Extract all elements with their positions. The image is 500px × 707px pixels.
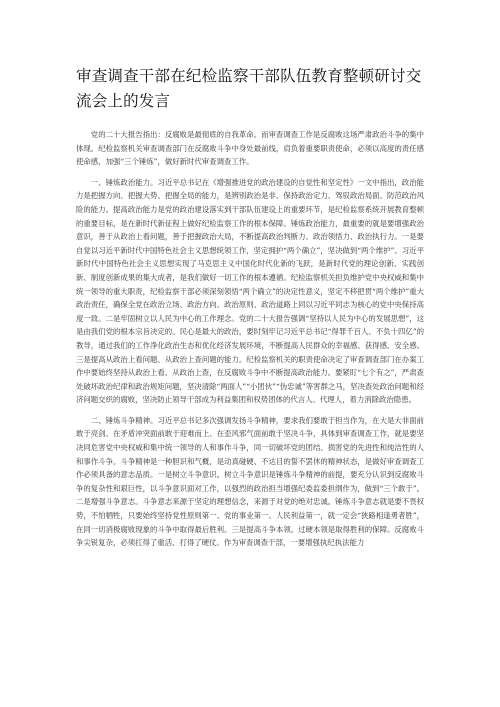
document-title: 审查调查干部在纪检监察干部队伍教育整顿研讨交流会上的发言 <box>76 67 422 110</box>
section-one-paragraph: 一、锤炼政治能力。习近平总书记在《增强推进党的政治建设的自觉性和坚定性》一文中指出，政治能力是把握方向、把握大势、把握全局的能力，是辨别政治是非、保持政治定力、驾驭政治局面、防范政治风险的能力。提高政治能力是党的政治建设落实到干部队伍建设上的重要环节，是纪检监察系统开展教育整顿的重要目标，是在新时代新征程上做好纪检监察工作的根本保障。锤炼政治能力，最重要的就是要增强政治意识，善于从政治上看问题，善于把握政治大局，不断提高政治判断力、政治领悟力、政治执行力。一是要自觉以习近平新时代中国特色社会主义思想统领工作，坚定拥护“两个确立”，坚决做到“两个维护”。习近平新时代中国特色社会主义思想实现了马克思主义中国化时代化新的飞跃，是新时代党的理论创新、实践创新、制度创新成果的集大成者，是我们做好一切工作的根本遵循。纪检监察机关担负维护党中央权威和集中统一领导的重大职责，纪检监察干部必须深刻领悟“两个确立”的决定性意义，坚定不移把贯“两个维护”重大政治责任，确保全党在政治立场、政治方向、政治原则、政治道路上同以习近平同志为核心的党中央保持高度一致。二是牢固树立以人民为中心的工作理念。党的二十大报告强调“坚持以人民为中心的发展思想”，这是由我们党的根本宗旨决定的。民心是最大的政治，要时刻牢记习近平总书记“得罪千百人、不负十四亿”的教导，通过我们的工作净化政治生态和优化经济发展环境，不断提高人民群众的幸福感、获得感、安全感。三是提高从政治上看问题、从政治上查问题的能力。纪检监察机关的职责使命决定了审查调查部门在办案工作中要始终坚持从政治上看、从政治上查，在反腐败斗争中不断提高政治能力。要紧盯“七个有之”，严肃查处破坏政治纪律和政治规矩问题，坚决清除“两面人”“小团伙”“伪忠诚”等害群之马，坚决查处政治问题和经济问题交织的腐败，坚决防止领导干部成为利益集团和权势团体的代言人、代理人，着力消除政治隐患。 <box>76 177 424 405</box>
intro-paragraph: 党的二十大报告指出：反腐败是最彻底的自我革命。而审查调查工作是反腐败这场严肃政治斗争的集中体现。纪检监察机关审查调查部门在反腐败斗争中身处最前线，肩负着重要职责使命，必须以高度的责任感使命感，加强“三个锤炼”，做好新时代审查调查工作。 <box>76 130 424 167</box>
section-two-paragraph: 二、锤炼斗争精神。习近平总书记多次强调发扬斗争精神，要求我们要敢于担当作为，在大是大非面前敢于亮剑、在矛盾冲突面前敢于迎难而上、在歪风邪气面前敢于坚决斗争，具体到审查调查工作，就是要坚决同危害党中央权威和集中统一领导的人和事作斗争，同一切破坏党的团结、损害党的先进性和纯洁性的人和事作斗争。斗争精神是一种胆识和气概，是动真碰硬、不达目的誓不罢休的精神状态，是做好审查调查工作必须具备的意志品质。一是树立斗争意识。树立斗争意识是锤炼斗争精神的前提，要充分认识到反腐败斗争的复杂性和艰巨性，以斗争意识面对工作，以强烈的政治担当增强纪委监委担纲作为，做到“三个敢于”。二是增强斗争意志。斗争意志来源于坚定的理想信念，来源于对党的绝对忠诚。锤炼斗争意志就是要不畏权势，不怕牺牲，只要始终坚持党性原则第一、党的事业第一、人民利益第一，就一定会“狭路相逢勇者胜”，在同一切消极腐败现象的斗争中取得最后胜利。三是提高斗争本领。过硬本领是取得胜利的保障。反腐败斗争尖锐复杂，必须扛得了重活、打得了硬仗。作为审查调查干部，一要增强执纪执法能力 <box>76 415 424 548</box>
